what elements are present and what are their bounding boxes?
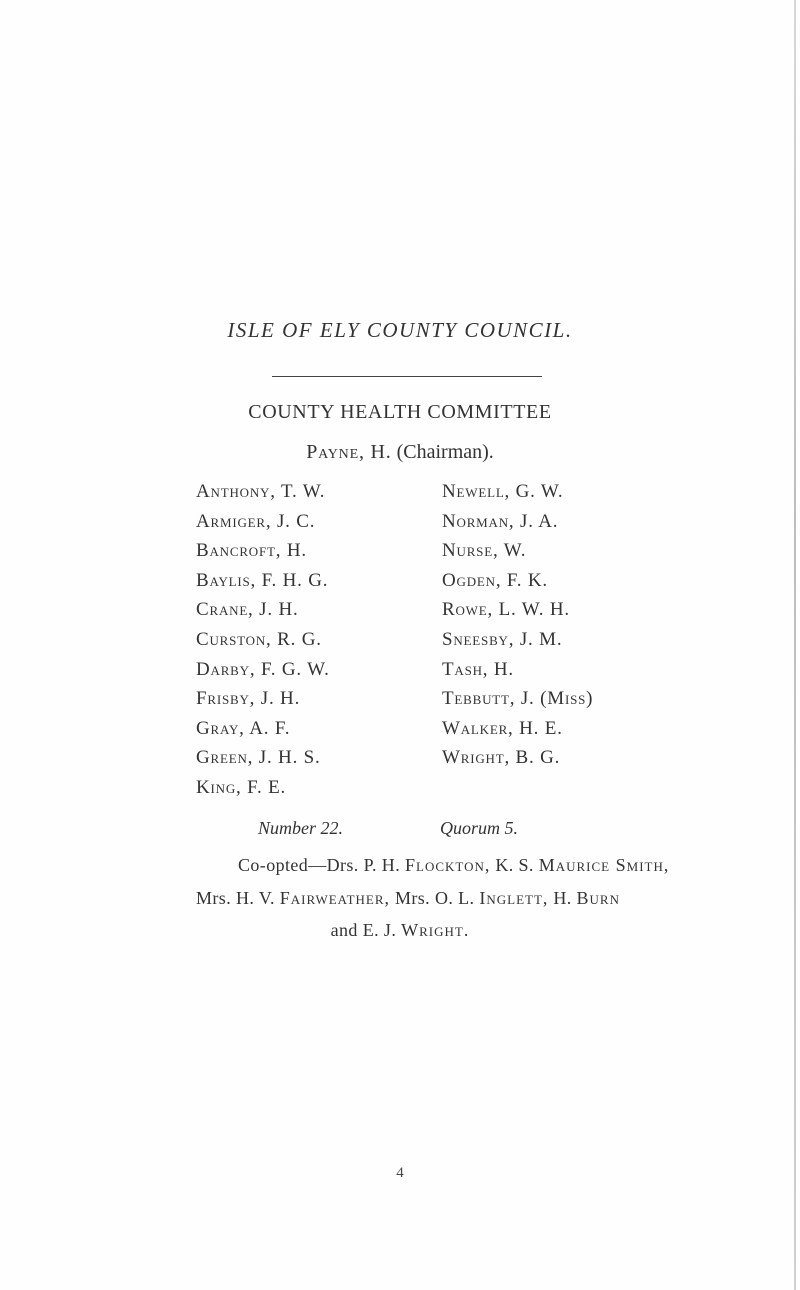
member: Armiger, J. C. (196, 510, 316, 532)
quorum: Quorum 5. (440, 818, 519, 838)
members-right-column (442, 480, 593, 776)
member: Anthony, T. W. (196, 481, 326, 502)
page-number: 4 (396, 1165, 404, 1181)
member: Newell, G. W. (442, 481, 564, 502)
coopted-name: Maurice Smith, (538, 855, 670, 875)
coopted-initials: and E. J. (330, 920, 397, 940)
committee-title: COUNTY HEALTH COMMITTEE (248, 401, 552, 423)
member-count: Number 22. (258, 818, 343, 838)
members-left-column (196, 480, 330, 806)
chairman-role: (Chairman). (396, 441, 494, 463)
member: Walker, H. E. (442, 717, 563, 739)
member: Tebbutt, J. (Miss) (442, 688, 594, 710)
page-edge (794, 0, 796, 1290)
member: Darby, F. G. W. (196, 658, 330, 680)
member: Sneesby, J. M. (442, 628, 563, 650)
member: Curston, R. G. (196, 628, 322, 650)
coopted-name: Wright. (401, 920, 470, 940)
member: Nurse, W. (442, 540, 527, 562)
coopted-prefix: Co-opted—Drs. P. H. (238, 855, 401, 875)
member: Baylis, F. H. G. (196, 569, 329, 591)
coopted-initials: Mrs. H. V. (196, 888, 275, 908)
coopted-line-2 (0, 888, 800, 909)
member: King, F. E. (196, 776, 287, 798)
member: Crane, J. H. (196, 599, 299, 621)
title-rule (272, 376, 542, 377)
member: Tash, H. (442, 658, 514, 680)
coopted-initials: H. (553, 888, 572, 908)
member: Ogden, F. K. (442, 569, 548, 591)
chairman-name: Payne, H. (306, 441, 392, 463)
coopted-line-1 (0, 855, 800, 876)
coopted-line-3 (0, 920, 800, 941)
member: Bancroft, H. (196, 540, 307, 562)
member: Green, J. H. S. (196, 747, 321, 769)
member: Norman, J. A. (442, 510, 559, 532)
coopted-name: Inglett, (479, 888, 549, 908)
member: Rowe, L. W. H. (442, 599, 570, 621)
chairman-line (0, 441, 800, 464)
council-title: ISLE OF ELY COUNTY COUNCIL. (227, 318, 573, 342)
coopted-initials: Mrs. O. L. (394, 888, 475, 908)
member: Gray, A. F. (196, 717, 291, 739)
coopted-name: Flockton, (405, 855, 491, 875)
coopted-name: Fairweather, (279, 888, 391, 908)
member: Wright, B. G. (442, 747, 561, 769)
coopted-initials: K. S. (495, 855, 534, 875)
member: Frisby, J. H. (196, 688, 301, 710)
coopted-name: Burn (576, 888, 620, 908)
